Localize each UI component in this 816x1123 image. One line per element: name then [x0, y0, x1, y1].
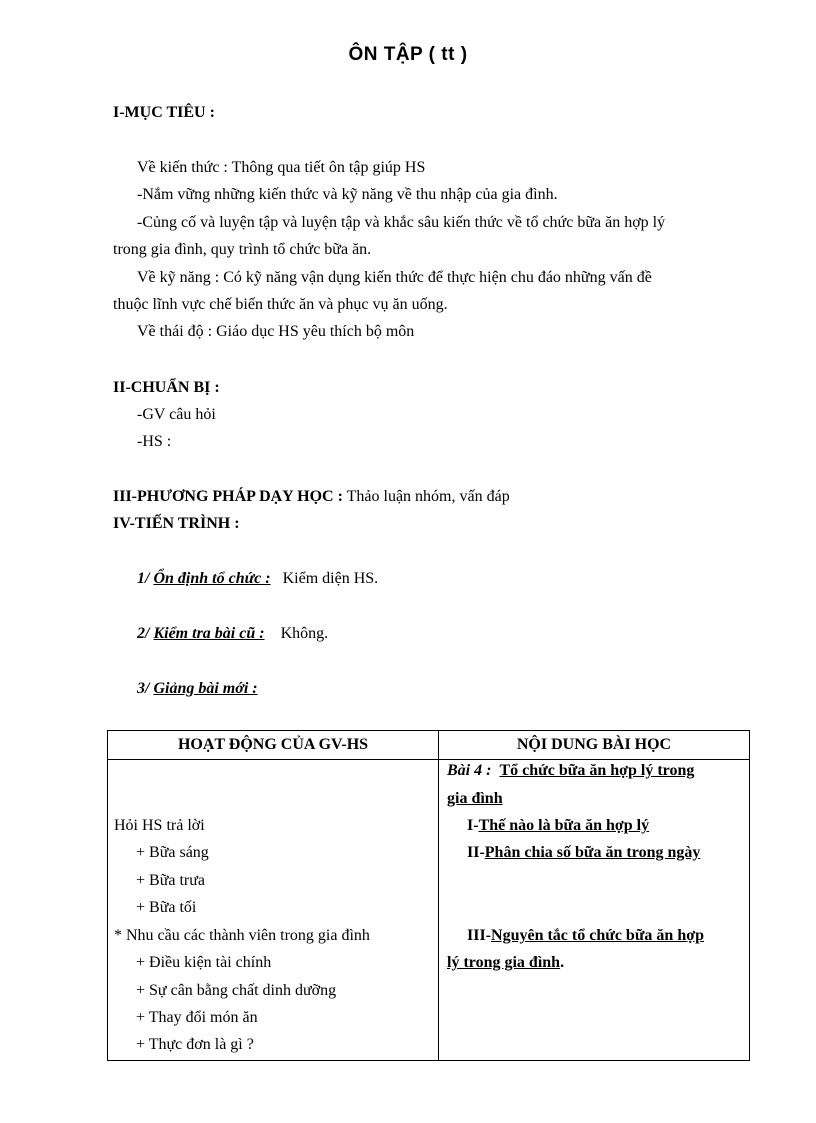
step-label: Ổn định tổ chức :	[153, 570, 271, 587]
content-cell	[439, 760, 750, 1061]
objective-line: Về kỹ năng : Có kỹ năng vận dụng kiến thức để thực hiện chu đáo những vấn đề	[137, 269, 652, 286]
item-suffix: .	[560, 954, 565, 971]
activity-line: + Bữa tối	[136, 899, 197, 916]
lesson-title: Tổ chức bữa ăn hợp lý trong	[499, 762, 695, 779]
objective-line: Về kiến thức : Thông qua tiết ôn tập giúp HS	[137, 159, 426, 176]
section-methods-heading: III-PHƯƠNG PHÁP DẠY HỌC :	[113, 488, 343, 505]
lesson-prefix: Bài 4 :	[447, 762, 492, 779]
activity-line: + Sự cân bằng chất dinh dưỡng	[136, 982, 337, 999]
table-header-row	[108, 731, 750, 760]
content-item-2	[467, 842, 700, 864]
objective-line: thuộc lĩnh vực chế biến thức ăn và phục vụ ăn uống.	[113, 296, 448, 313]
item-text: Phân chia số bữa ăn trong ngày	[484, 844, 701, 861]
item-prefix: II-	[467, 844, 485, 861]
step-number: 1/	[137, 570, 154, 587]
header-content: NỘI DUNG BÀI HỌC	[439, 731, 750, 760]
lesson-title-line: gia đình	[447, 790, 503, 807]
step-number: 3/	[137, 680, 154, 697]
activity-line: * Nhu cầu các thành viên trong gia đình	[114, 927, 370, 944]
step-label: Kiểm tra bài cũ :	[153, 625, 265, 642]
objective-line: -Củng cố và luyện tập và luyện tập và khắc sâu kiến thức về tổ chức bữa ăn hợp lý	[137, 214, 666, 231]
activity-line: + Bữa trưa	[136, 872, 206, 889]
activities-cell	[108, 760, 439, 1061]
objective-line: trong gia đình, quy trình tổ chức bữa ăn.	[113, 241, 372, 258]
section-objectives-heading: I-MỤC TIÊU :	[113, 104, 215, 121]
content-item-3	[467, 925, 704, 947]
activity-line: + Thực đơn là gì ?	[136, 1036, 254, 1053]
preparation-line: -GV câu hỏi	[137, 406, 216, 423]
section-process-heading: IV-TIẾN TRÌNH :	[113, 515, 240, 532]
header-activities: HOẠT ĐỘNG CỦA GV-HS	[108, 731, 439, 760]
process-step-3	[137, 678, 258, 700]
objective-line: Về thái độ : Giáo dục HS yêu thích bộ môn	[137, 323, 415, 340]
item-prefix: III-	[467, 927, 492, 944]
activity-line: + Bữa sáng	[136, 844, 209, 861]
step-number: 2/	[137, 625, 154, 642]
lesson-title-line	[447, 760, 694, 782]
objective-line: -Nắm vững những kiến thức và kỹ năng về thu nhập của gia đình.	[137, 186, 558, 203]
item-text: Nguyên tắc tổ chức bữa ăn hợp	[491, 927, 704, 944]
process-step-1	[137, 568, 378, 590]
step-label: Giảng bài mới :	[153, 680, 258, 697]
lesson-table	[107, 730, 750, 1061]
section-methods-text: Thảo luận nhóm, vấn đáp	[342, 488, 510, 505]
step-text: Không.	[280, 625, 329, 642]
content-item-3-cont	[447, 952, 564, 974]
activity-line: + Thay đổi món ăn	[136, 1009, 258, 1026]
section-methods	[113, 486, 510, 508]
activity-line: + Điều kiện tài chính	[136, 954, 272, 971]
preparation-line: -HS :	[137, 433, 172, 450]
step-text: Kiểm diện HS.	[282, 570, 379, 587]
item-prefix: I-	[467, 817, 479, 834]
process-step-2	[137, 623, 328, 645]
item-text: lý trong gia đình	[447, 954, 561, 971]
table-row	[108, 760, 750, 1061]
content-item-1	[467, 815, 649, 837]
activity-line: Hỏi HS trả lời	[114, 817, 205, 834]
page-title: ÔN TẬP ( tt )	[348, 44, 468, 65]
section-preparation-heading: II-CHUẨN BỊ :	[113, 379, 220, 396]
item-text: Thế nào là bữa ăn hợp lý	[478, 817, 650, 834]
